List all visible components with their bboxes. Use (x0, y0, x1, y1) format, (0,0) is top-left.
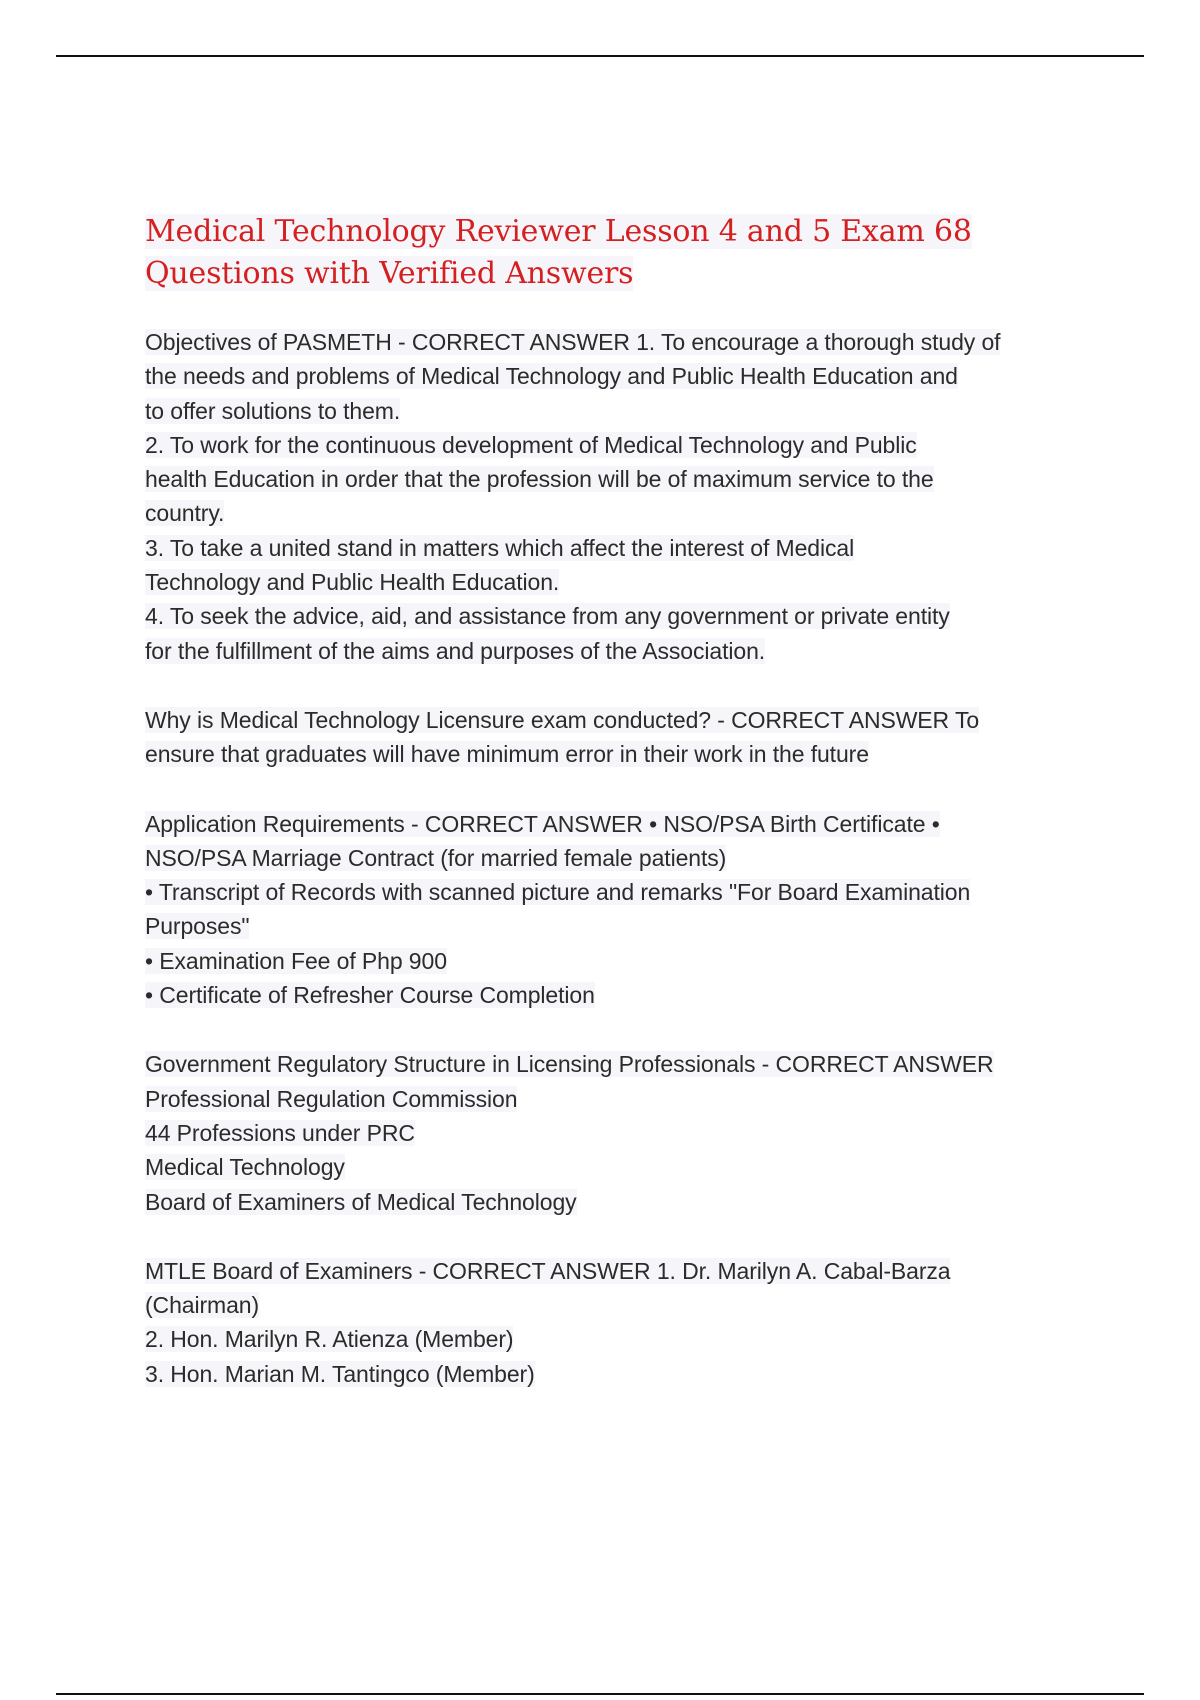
qa-line: health Education in order that the profession will be of maximum service to the (145, 466, 934, 493)
qa-item-application-requirements (145, 807, 1095, 1013)
qa-line: to offer solutions to them. (145, 397, 401, 424)
qa-line: Board of Examiners of Medical Technology (145, 1188, 577, 1215)
qa-line: 2. To work for the continuous development of Medical Technology and Public (145, 431, 917, 458)
qa-line: • Examination Fee of Php 900 (145, 947, 447, 974)
qa-line: ensure that graduates will have minimum error in their work in the future (145, 741, 869, 768)
qa-item-licensure-exam (145, 703, 1095, 772)
qa-item-board-of-examiners (145, 1254, 1095, 1391)
qa-line: MTLE Board of Examiners - CORRECT ANSWER 1. Dr. Marilyn A. Cabal-Barza (145, 1257, 951, 1284)
qa-item-regulatory-structure (145, 1047, 1095, 1218)
qa-item-pasmeth-objectives (145, 325, 1095, 668)
qa-line: the needs and problems of Medical Technology and Public Health Education and (145, 363, 958, 390)
qa-line: NSO/PSA Marriage Contract (for married female patients) (145, 844, 727, 871)
qa-line: Purposes" (145, 913, 250, 940)
qa-line: 44 Professions under PRC (145, 1119, 415, 1146)
document-title (145, 211, 1095, 295)
footer-rule (56, 1693, 1144, 1695)
qa-line: 4. To seek the advice, aid, and assistance from any government or private entity (145, 603, 950, 630)
qa-line: 3. Hon. Marian M. Tantingco (Member) (145, 1360, 535, 1387)
qa-line: 2. Hon. Marilyn R. Atienza (Member) (145, 1326, 514, 1353)
qa-line: Objectives of PASMETH - CORRECT ANSWER 1. To encourage a thorough study of (145, 329, 1001, 355)
qa-line: • Transcript of Records with scanned picture and remarks "For Board Examination (145, 879, 971, 906)
qa-line: Application Requirements - CORRECT ANSWER • NSO/PSA Birth Certificate • (145, 810, 940, 837)
header-rule (56, 55, 1144, 57)
qa-line: Why is Medical Technology Licensure exam conducted? - CORRECT ANSWER To (145, 706, 980, 733)
title-line: Medical Technology Reviewer Lesson 4 and 5 Exam 68 (145, 214, 972, 249)
qa-line: Professional Regulation Commission (145, 1085, 518, 1112)
title-line: Questions with Verified Answers (145, 256, 634, 291)
qa-line: (Chairman) (145, 1292, 260, 1319)
qa-line: Government Regulatory Structure in Licensing Professionals - CORRECT ANSWER (145, 1051, 994, 1078)
qa-line: 3. To take a united stand in matters which affect the interest of Medical (145, 534, 855, 561)
qa-line: country. (145, 500, 225, 527)
qa-line: Medical Technology (145, 1154, 345, 1181)
qa-line: for the fulfillment of the aims and purposes of the Association. (145, 637, 766, 664)
qa-line: • Certificate of Refresher Course Completion (145, 982, 595, 1009)
qa-line: Technology and Public Health Education. (145, 569, 560, 596)
document-content (145, 211, 1095, 1426)
